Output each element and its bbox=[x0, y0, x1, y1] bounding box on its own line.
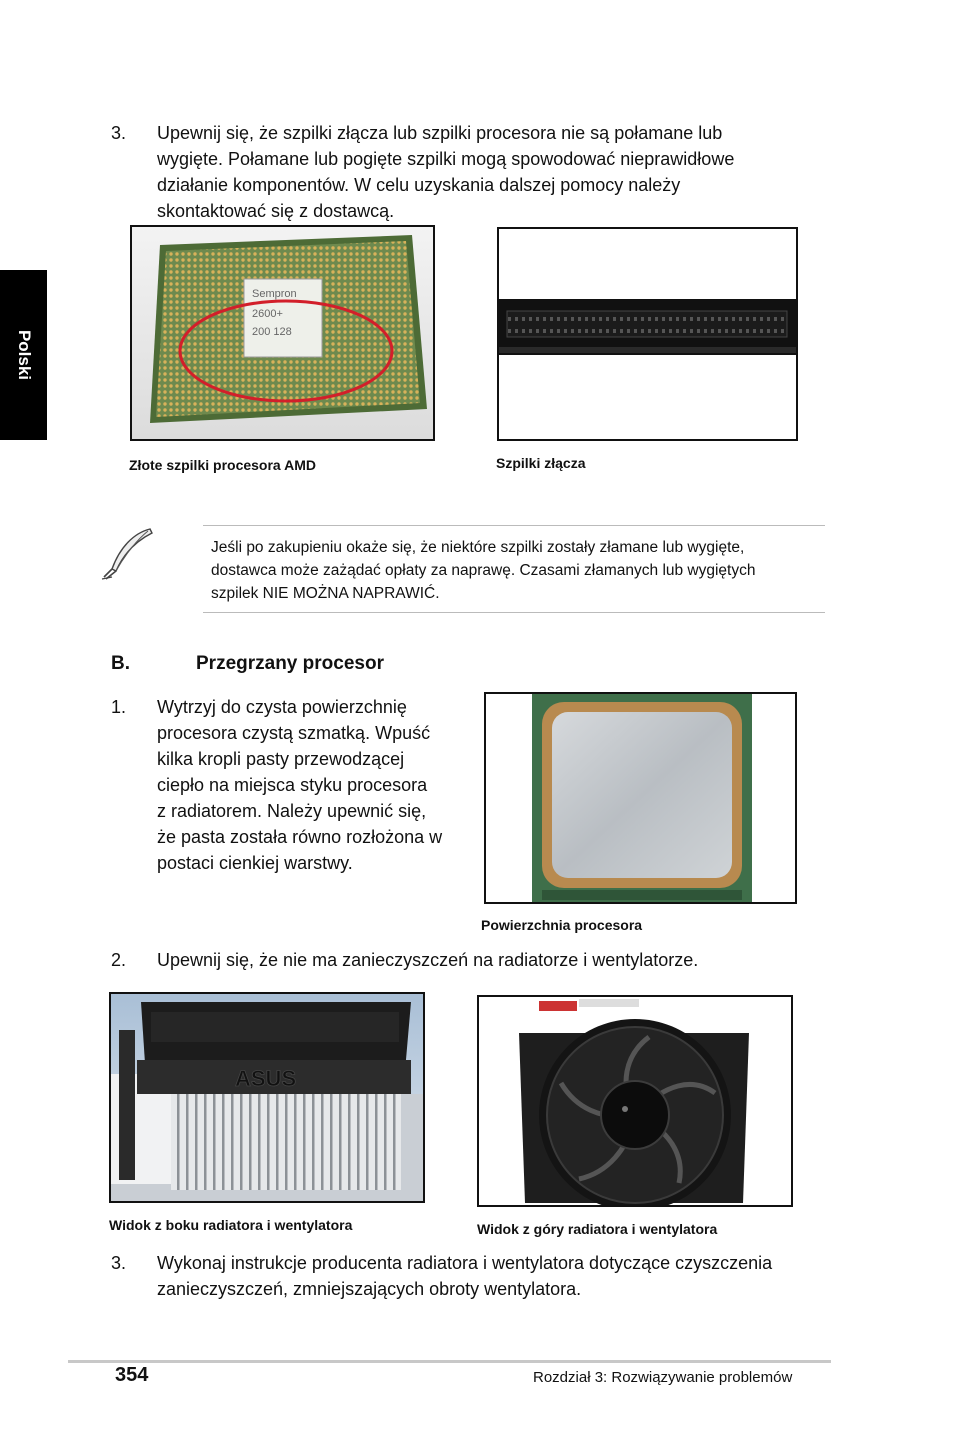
text-line: postaci cienkiej warstwy. bbox=[157, 853, 353, 873]
heatsink-top-photo bbox=[477, 995, 793, 1207]
text-line: działanie komponentów. W celu uzyskania dalszej pomocy należy bbox=[157, 175, 681, 195]
fan-top-image bbox=[479, 997, 791, 1205]
caption-heatsink-top: Widok z góry radiatora i wentylatora bbox=[477, 1221, 718, 1237]
note-line: dostawca może zażądać opłaty za naprawę. Czasami złamanych lub wygiętych bbox=[211, 562, 756, 579]
step-2-text: Upewnij się, że nie ma zanieczyszczeń na radiatorze i wentylatorze. bbox=[157, 950, 699, 970]
note-feather-icon bbox=[98, 525, 158, 583]
chip-label-line: 2600+ bbox=[252, 308, 283, 320]
cpu-surface-image bbox=[486, 694, 795, 902]
chip-label-line: Sempron bbox=[252, 288, 297, 300]
connector-pins-photo bbox=[497, 227, 798, 441]
chapter-title: Rozdział 3: Rozwiązywanie problemów bbox=[533, 1369, 793, 1386]
note-text bbox=[211, 536, 816, 605]
caption-connector-pins: Szpilki złącza bbox=[496, 455, 586, 471]
heatsink-brand: ASUS bbox=[235, 1066, 297, 1091]
caption-cpu-surface: Powierzchnia procesora bbox=[481, 917, 643, 933]
step-3-number: 3. bbox=[111, 123, 127, 143]
connector-image bbox=[499, 229, 796, 439]
text-line: Wykonaj instrukcje producenta radiatora i wentylatora dotyczące czyszczenia bbox=[157, 1253, 773, 1273]
text-line: z radiatorem. Należy upewnić się, bbox=[157, 801, 427, 821]
section-b-letter: B. bbox=[111, 653, 130, 674]
text-line: zanieczyszczeń, zmniejszających obroty wentylatora. bbox=[157, 1279, 582, 1299]
footer-divider bbox=[68, 1360, 831, 1363]
chip-label-line: 200 128 bbox=[252, 326, 292, 338]
note-line: szpilek NIE MOŻNA NAPRAWIĆ. bbox=[211, 585, 440, 602]
text-line: procesora czystą szmatką. Wpuść bbox=[157, 723, 431, 743]
step-2-number: 2. bbox=[111, 950, 127, 970]
caption-amd-pins: Złote szpilki procesora AMD bbox=[129, 457, 316, 473]
text-line: Wytrzyj do czysta powierzchnię bbox=[157, 697, 407, 717]
heatsink-side-image bbox=[111, 994, 423, 1201]
language-tab-label: Polski bbox=[14, 329, 34, 381]
heatsink-side-photo bbox=[109, 992, 425, 1203]
text-line: skontaktować się z dostawcą. bbox=[157, 201, 395, 221]
language-tab bbox=[0, 270, 47, 440]
amd-cpu-pins-photo bbox=[130, 225, 435, 441]
caption-heatsink-side: Widok z boku radiatora i wentylatora bbox=[109, 1217, 353, 1233]
amd-cpu-image bbox=[132, 227, 433, 439]
text-line: kilka kropli pasty przewodzącej bbox=[157, 749, 405, 769]
text-line: ciepło na miejsca styku procesora bbox=[157, 775, 428, 795]
step-3b-number: 3. bbox=[111, 1253, 127, 1273]
step-1-text bbox=[157, 694, 477, 876]
note-line: Jeśli po zakupieniu okaże się, że niektóre szpilki zostały złamane lub wygięte, bbox=[211, 539, 745, 556]
note-box bbox=[203, 525, 825, 613]
text-line: Upewnij się, że szpilki złącza lub szpilki procesora nie są połamane lub bbox=[157, 123, 723, 143]
step-3b-text bbox=[157, 1250, 857, 1302]
step-3-text bbox=[157, 120, 837, 224]
section-b-title: Przegrzany procesor bbox=[196, 653, 384, 674]
page-number: 354 bbox=[115, 1364, 149, 1386]
text-line: że pasta została równo rozłożona w bbox=[157, 827, 443, 847]
text-line: wygięte. Połamane lub pogięte szpilki mogą spowodować nieprawidłowe bbox=[157, 149, 735, 169]
step-1-number: 1. bbox=[111, 697, 127, 717]
cpu-surface-photo bbox=[484, 692, 797, 904]
